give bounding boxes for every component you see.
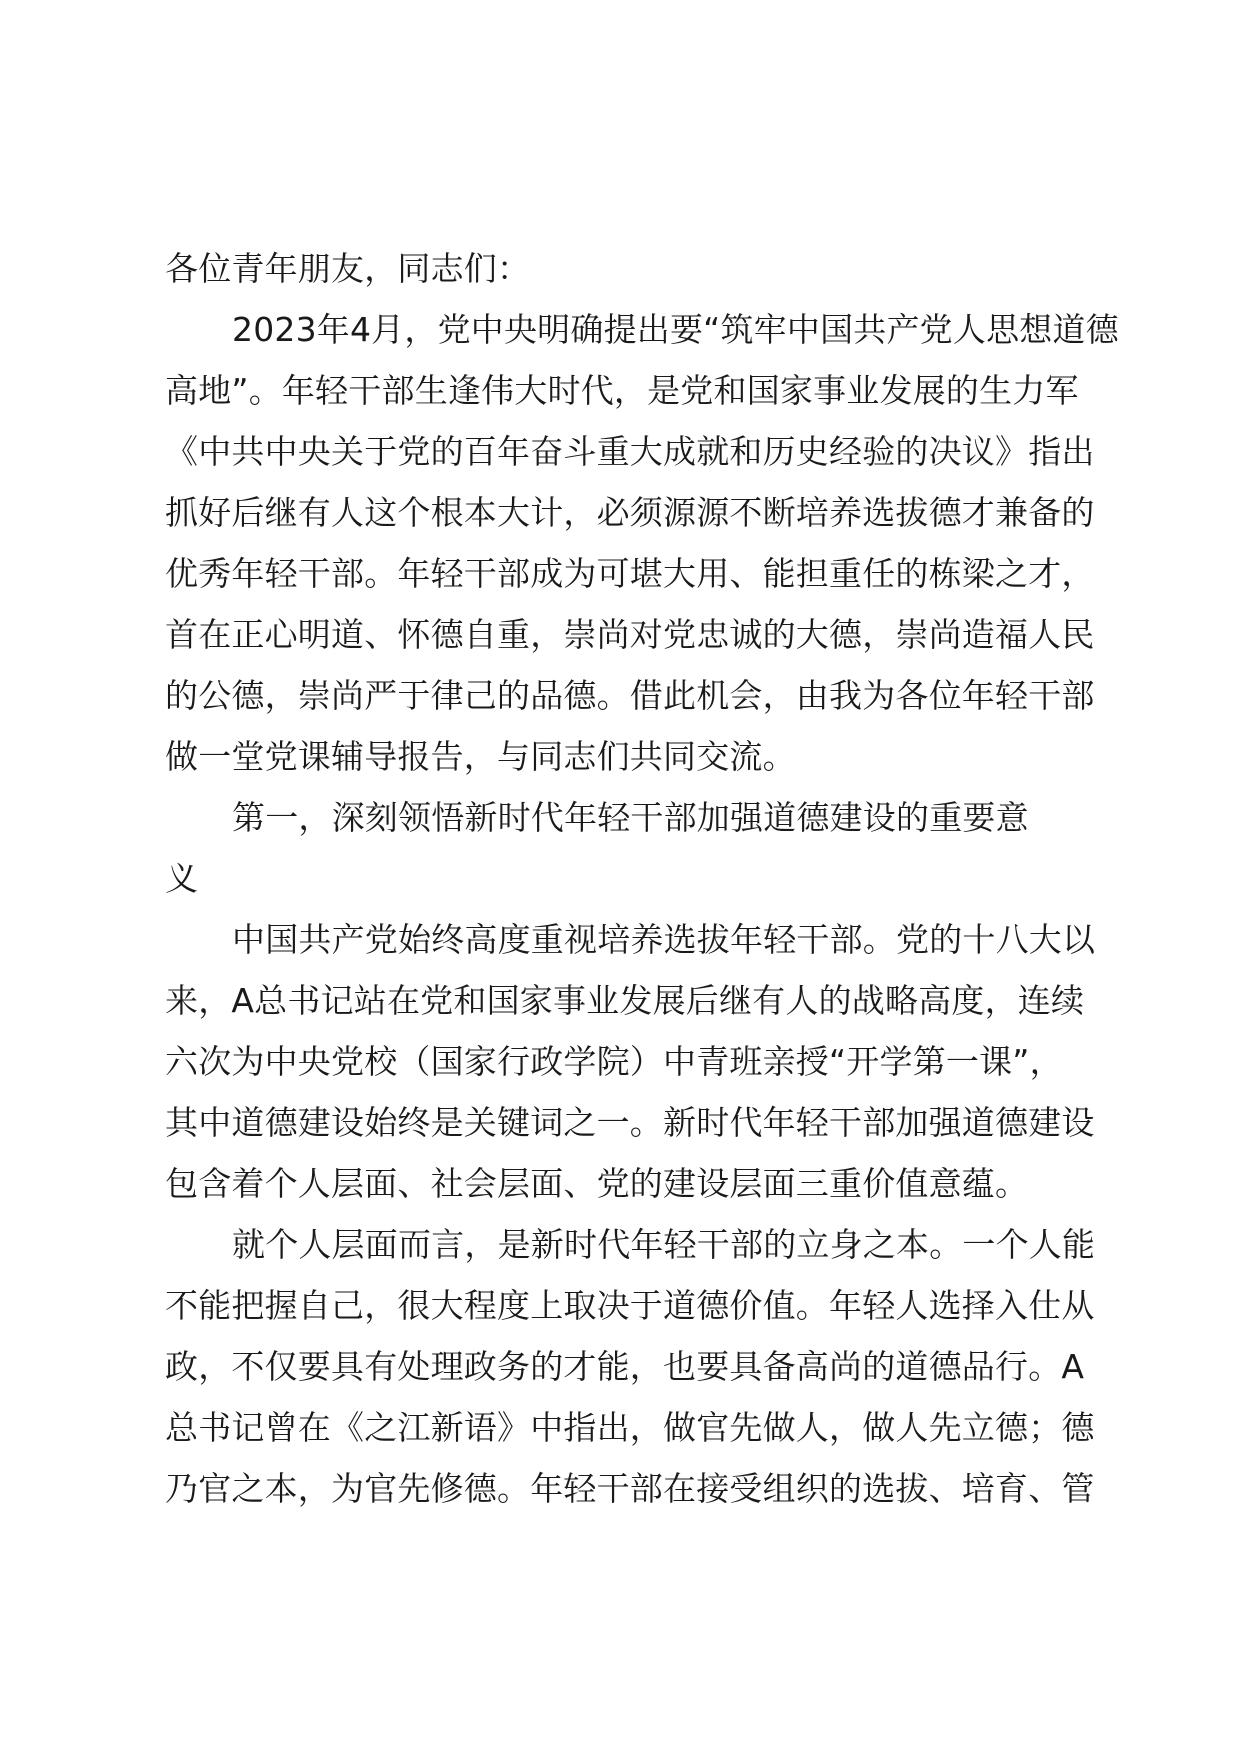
- text-line: 包含着个人层面、社会层面、党的建设层面三重价值意蕴。: [165, 1164, 1029, 1203]
- text-line: 乃官之本，为官先修德。年轻干部在接受组织的选拔、培育、管: [165, 1469, 1095, 1508]
- body-text: [165, 238, 1120, 1519]
- text-line: 抓好后继有人这个根本大计，必须源源不断培养选拔德才兼备的: [165, 493, 1095, 532]
- text-line: 其中道德建设始终是关键词之一。新时代年轻干部加强道德建设: [165, 1103, 1095, 1142]
- text-line: 高地”。年轻干部生逢伟大时代，是党和国家事业发展的生力军: [165, 371, 1079, 410]
- text-line: 政，不仅要具有处理政务的才能，也要具备高尚的道德品行。A: [165, 1347, 1085, 1386]
- text-line: 做一堂党课辅导报告，与同志们共同交流。: [165, 737, 796, 776]
- text-line: 不能把握自己，很大程度上取决于道德价值。年轻人选择入仕从: [165, 1286, 1095, 1325]
- text-line: 来，A总书记站在党和国家事业发展后继有人的战略高度，连续: [165, 981, 1085, 1020]
- section-heading-line: 义: [165, 859, 199, 898]
- text-line: 六次为中央党校（国家行政学院）中青班亲授“开学第一课”，: [165, 1042, 1063, 1081]
- text-line: 优秀年轻干部。年轻干部成为可堪大用、能担重任的栋梁之才，: [165, 554, 1095, 593]
- text-line: 总书记曾在《之江新语》中指出，做官先做人，做人先立德；德: [165, 1408, 1095, 1447]
- text-line: 就个人层面而言，是新时代年轻干部的立身之本。一个人能: [232, 1225, 1096, 1264]
- text-line: 《中共中央关于党的百年奋斗重大成就和历史经验的决议》指出: [165, 432, 1095, 471]
- text-line: 的公德，崇尚严于律己的品德。借此机会，由我为各位年轻干部: [165, 676, 1095, 715]
- text-line: 2023年4月，党中央明确提出要“筑牢中国共产党人思想道德: [232, 310, 1119, 349]
- section-heading-line: 第一，深刻领悟新时代年轻干部加强道德建设的重要意: [232, 798, 1029, 837]
- salutation-line: 各位青年朋友，同志们：: [165, 249, 531, 288]
- text-line: 首在正心明道、怀德自重，崇尚对党忠诚的大德，崇尚造福人民: [165, 615, 1095, 654]
- text-line: 中国共产党始终高度重视培养选拔年轻干部。党的十八大以: [232, 920, 1096, 959]
